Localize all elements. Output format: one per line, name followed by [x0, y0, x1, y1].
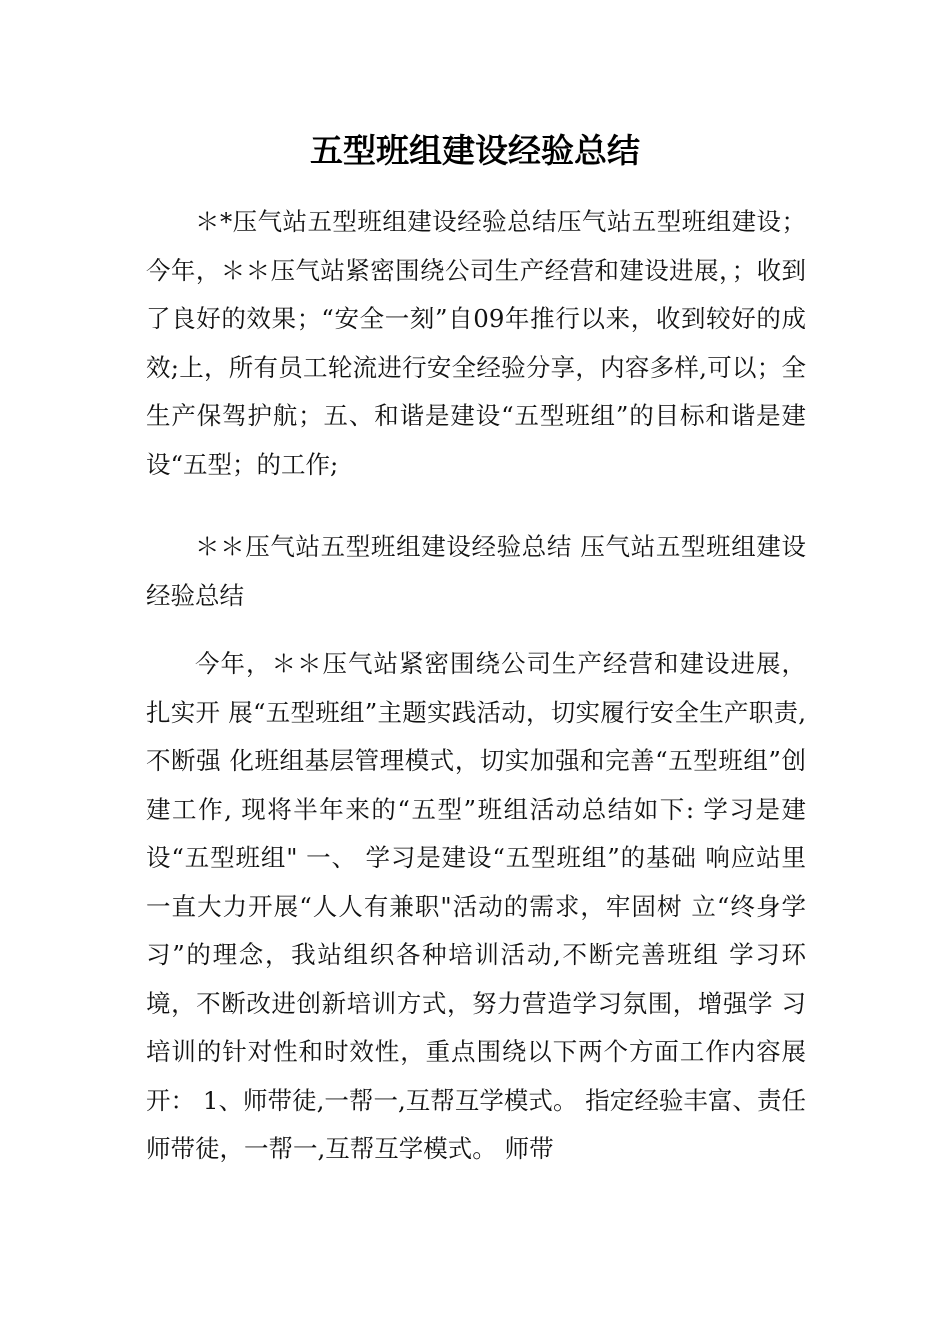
paragraph-3: 今年，＊＊压气站紧密围绕公司生产经营和建设进展，扎实开 展“五型班组”主题实践活动，切实履行安全生产职责,不断强 化班组基层管理模式，切实加强和完善“五型班组”创建工作, 现将半年来的“五型”班组活动总结如下: 学习是建设“五型班组" 一、 学习是建设“五型班组”的基础 响应站里一直大力开展“人人有兼职"活动的需求，牢固树 立“终身学习”的理念，我站组织各种培训活动,不断完善班组 学习环境，不断改进创新培训方式，努力营造学习氛围，增强学 习培训的针对性和时效性，重点围绕以下两个方面工作内容展 开： 1、师带徒,一帮一,互帮互学模式。 指定经验丰富、责任 师带徒，一帮一,互帮互学模式。 师带 [146, 649, 806, 1163]
document-title: 五型班组建设经验总结 [310, 131, 640, 170]
paragraph-1: ＊*压气站五型班组建设经验总结压气站五型班组建设；今年，＊＊压气站紧密围绕公司生产经营和建设进展，；收到了良好的效果；“安全一刻”自09年推行以来，收到较好的成效;上，所有员工轮流进行安全经验分享，内容多样,可以；全生产保驾护航；五、和谐是建设“五型班组”的目标和谐是建设“五型；的工作; [146, 207, 806, 479]
paragraph-2: ＊＊压气站五型班组建设经验总结 压气站五型班组建设经验总结 [146, 532, 806, 610]
